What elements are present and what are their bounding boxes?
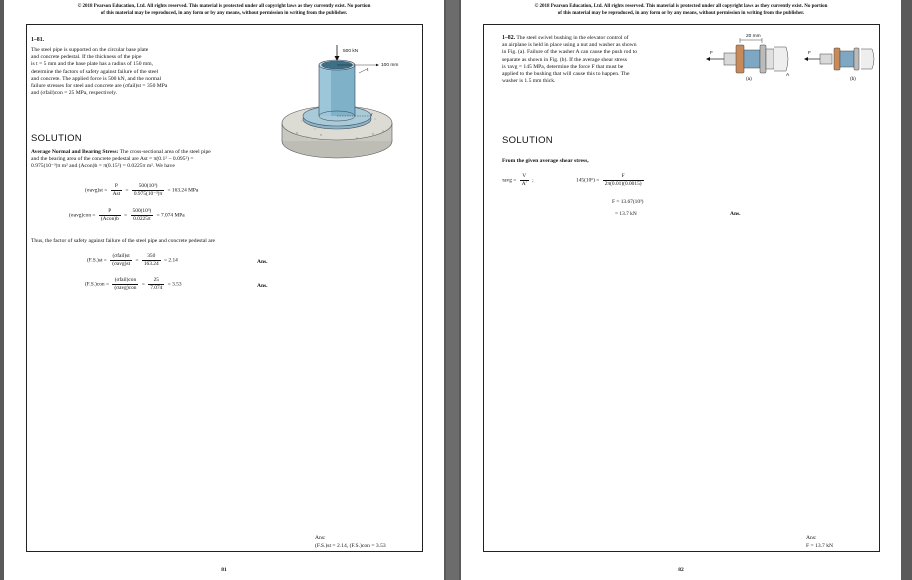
page-number: 82: [678, 567, 684, 573]
concrete-stress-equation: (σavg)con = $\frac{P}{\text{(Acon)b}}$ = $\frac{\text{500(10³)}}{0.0225\pi}$ = 7.074 MPa: [69, 208, 185, 222]
shear-stress-equation: τavg = $\frac{V}{A'}$ ;: [502, 173, 534, 187]
plate-radius-label: r: [371, 113, 373, 118]
copyright-notice: © 2018 Pearson Education, Ltd. All rights reserved. This material is protected under all copyright laws as they currently exist. No portion of this material may be reproduced, in any form or by any means, without permission in writing from the publisher.: [77, 4, 371, 16]
answer-marker: Ans.: [257, 259, 268, 265]
thus-text: Thus, the factor of safety against failure of the steel pipe and concrete pedestal are: [31, 238, 216, 244]
thickness-label: t: [367, 68, 369, 73]
solution-heading: SOLUTION: [31, 133, 82, 144]
final-answer-label: Ans:: [806, 535, 817, 541]
problem-statement: 1–82. The steel swivel bushing in the elevator control of an airplane is held in place using a nut and washer as shown in Fig. (a). Failure of the washer A can cause the push rod to separate as shown in Fig. (b). If the average shear stress is τavg = 145 MPa, determine the force F that must be applied to the bushing that will cause this to happen. The washer is 1.5 mm thick.: [502, 35, 637, 85]
copyright-notice: © 2018 Pearson Education, Ltd. All rights reserved. This material is protected under all copyright laws as they currently exist. No portion of this material may be reproduced, in any form or by any means, without permission in writing from the publisher.: [534, 4, 828, 16]
page-frame: [26, 24, 423, 552]
force-label-a: F: [710, 51, 713, 56]
force-equation: 145(10⁶) = $\frac{F}{2\pi(0.01)(0.0015)}$: [576, 173, 642, 187]
answer-marker: Ans.: [257, 283, 268, 289]
final-answer-label: Ans:: [315, 535, 326, 541]
figure-b-caption: (b): [850, 77, 856, 82]
solution-intro: Average Normal and Bearing Stress: The cross-sectional area of the steel pipe and the bearing area of the concrete pedestal are Ast = π(0.1² − 0.095²) = 0.975(10⁻³)π m² and (Acon)b = π(0.15²) = 0.0225π m². We have: [31, 149, 211, 170]
answer-marker: Ans.: [730, 211, 741, 217]
solution-heading: SOLUTION: [502, 135, 553, 146]
force-result-equation: F = 13.67(10³): [612, 199, 644, 205]
page-frame: [483, 24, 880, 552]
problem-number: 1–81.: [31, 37, 45, 43]
washer-label: A: [786, 73, 790, 78]
page-82: [461, 0, 901, 580]
steel-stress-equation: (σavg)st = $\frac{P}{\text{Ast}}$ = $\frac{\text{500(10³)}}{\text{0.975(10⁻³)π}}$ = 163.24 MPa: [85, 183, 199, 197]
concrete-safety-factor-equation: (F.S.)con = $\frac{\text{(σfail)con}}{\text{(σavg)con}}$ = $\frac{25}{7.074}$ = 3.53: [85, 277, 182, 291]
force-label: 500 kN: [343, 49, 359, 54]
solution-intro: From the given average shear stress,: [502, 158, 589, 164]
force-rounded-result: = 13.7 kN: [615, 211, 637, 217]
figure-a-caption: (a): [746, 77, 752, 82]
final-answer-value: (F.S.)st = 2.14, (F.S.)con = 3.53: [315, 543, 386, 549]
page-gutter: [446, 0, 459, 580]
force-label-b: F: [808, 51, 811, 56]
final-answer-value: F = 13.7 kN: [806, 543, 834, 549]
page-81: [4, 0, 444, 580]
page-number: 81: [221, 567, 227, 573]
radius-label: 100 mm: [381, 63, 399, 68]
steel-safety-factor-equation: (F.S.)st = $\frac{\text{(σfail)st}}{\text{(σavg)st}}$ = $\frac{350}{163.24}$ = 2.14: [87, 253, 178, 267]
problem-statement: The steel pipe is supported on the circular base plate and concrete pedestal. If the thickness of the pipe is t = 5 mm and the base plate has a radius of 150 mm, determine the factors of safety against failure of the steel and concrete. The applied force is 500 kN, and the normal failure stresses for steel and concrete are (σfail)st = 350 MPa and (σfail)con = 25 MPa, respectively.: [31, 47, 168, 97]
dimension-label: 20 mm: [746, 34, 761, 39]
